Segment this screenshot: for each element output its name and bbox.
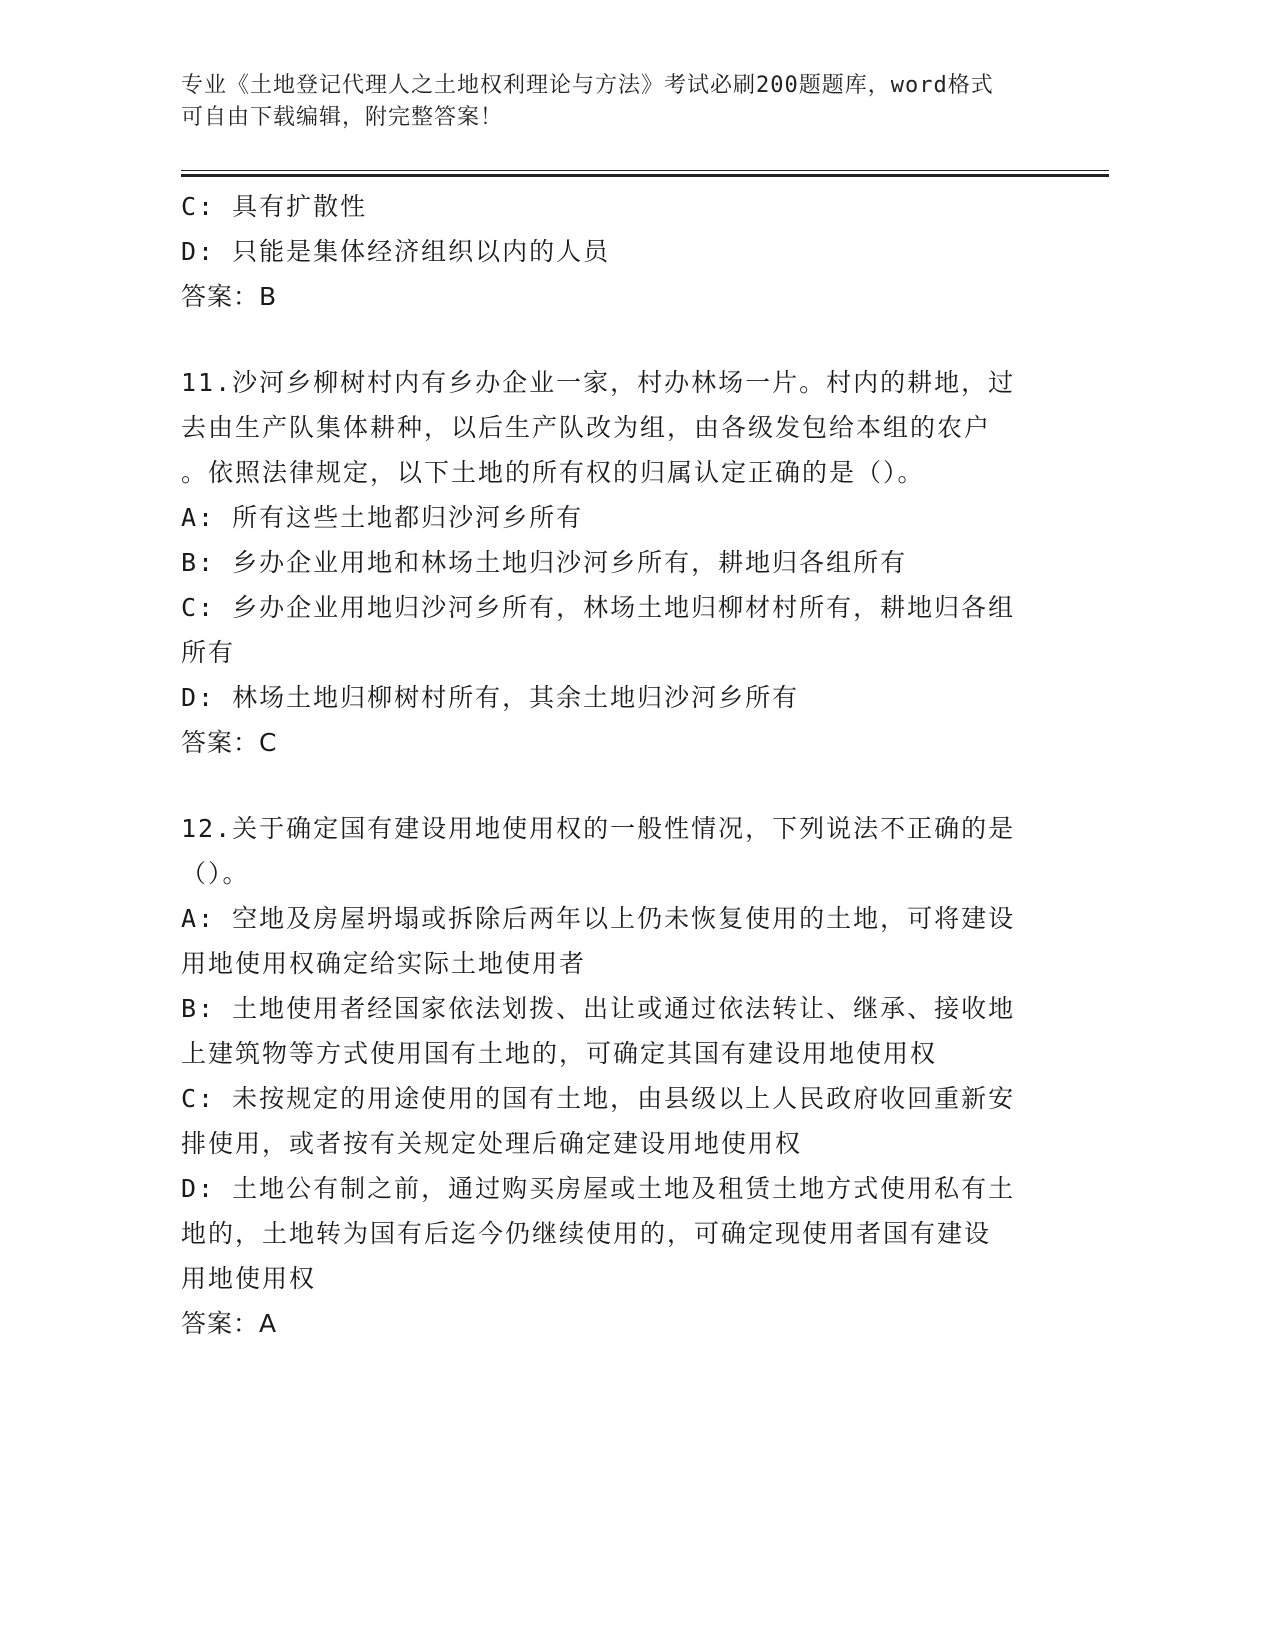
answer-line: 答案：A (181, 1309, 278, 1338)
option-c: C: 具有扩散性 (181, 192, 368, 221)
option-c: C: 未按规定的用途使用的国有土地，由县级以上人民政府收回重新安 (181, 1084, 1016, 1113)
option-b-continued: 上建筑物等方式使用国有土地的，可确定其国有建设用地使用权 (181, 1039, 938, 1068)
option-c-continued: 排使用，或者按有关规定处理后确定建设用地使用权 (181, 1129, 803, 1158)
question-stem: 12.关于确定国有建设用地使用权的一般性情况，下列说法不正确的是 (181, 814, 1016, 843)
option-c: C: 乡办企业用地归沙河乡所有，林场土地归柳材村所有，耕地归各组 (181, 593, 1016, 622)
question-stem: 去由生产队集体耕种，以后生产队改为组，由各级发包给本组的农户 (181, 413, 992, 442)
answer-line: 答案：B (181, 282, 278, 311)
option-d: D: 林场土地归柳树村所有，其余土地归沙河乡所有 (181, 683, 800, 712)
question-stem: （）。 (181, 859, 250, 888)
header-divider-thick (181, 174, 1109, 177)
question-stem: 。依照法律规定，以下土地的所有权的归属认定正确的是（）。 (181, 458, 925, 487)
option-d: D: 只能是集体经济组织以内的人员 (181, 237, 611, 266)
option-b: B: 乡办企业用地和林场土地归沙河乡所有，耕地归各组所有 (181, 548, 908, 577)
question-stem: 11.沙河乡柳树村内有乡办企业一家，村办林场一片。村内的耕地，过 (181, 368, 1016, 397)
option-a: A: 空地及房屋坍塌或拆除后两年以上仍未恢复使用的土地，可将建设 (181, 904, 1016, 933)
spacer (181, 319, 1061, 360)
option-a-continued: 用地使用权确定给实际土地使用者 (181, 949, 587, 978)
option-d-continued: 用地使用权 (181, 1264, 317, 1293)
option-c-continued: 所有 (181, 638, 236, 667)
question-11 (181, 360, 1061, 765)
previous-question-tail (181, 184, 1061, 319)
header-title-line-1: 专业《土地登记代理人之土地权利理论与方法》考试必刷200题题库，word格式 (181, 73, 994, 98)
header-divider-thin (181, 170, 1109, 171)
option-a: A: 所有这些土地都归沙河乡所有 (181, 503, 584, 532)
page-header (181, 70, 1061, 134)
option-d-continued: 地的，土地转为国有后迄今仍继续使用的，可确定现使用者国有建设 (181, 1219, 992, 1248)
question-12 (181, 806, 1061, 1346)
option-d: D: 土地公有制之前，通过购买房屋或土地及租赁土地方式使用私有土 (181, 1174, 1016, 1203)
answer-line: 答案：C (181, 728, 278, 757)
document-body (181, 184, 1061, 1346)
header-title-line-2: 可自由下载编辑，附完整答案！ (181, 105, 504, 130)
spacer (181, 765, 1061, 806)
option-b: B: 土地使用者经国家依法划拨、出让或通过依法转让、继承、接收地 (181, 994, 1016, 1023)
